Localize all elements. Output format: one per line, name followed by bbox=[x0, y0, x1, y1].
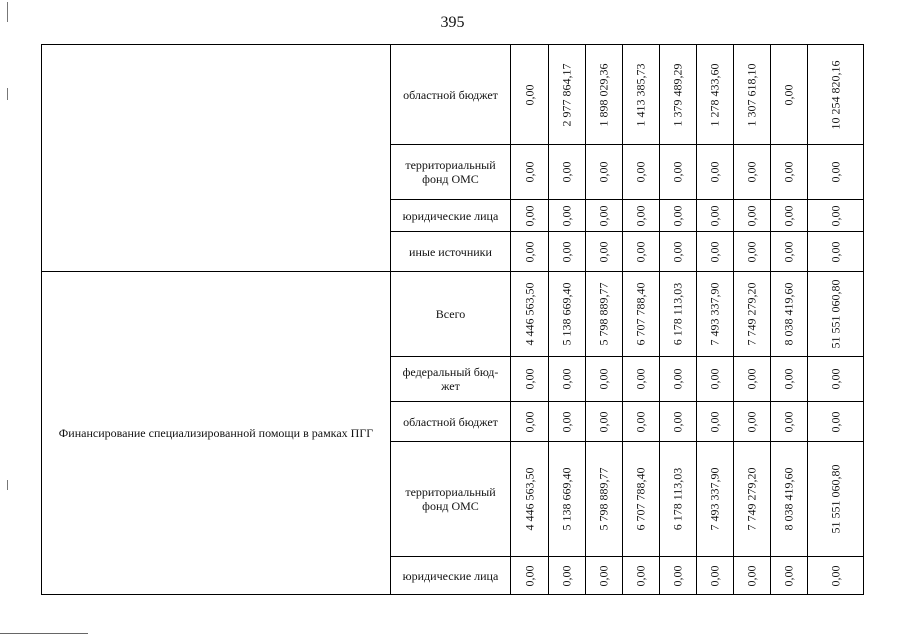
value-cell bbox=[808, 557, 864, 595]
value-cell bbox=[549, 45, 586, 145]
value-cell bbox=[586, 402, 623, 442]
value-text: 0,00 bbox=[633, 368, 648, 390]
value-text: 7 749 279,20 bbox=[744, 282, 759, 346]
value-text: 1 413 385,73 bbox=[633, 63, 648, 126]
value-cell bbox=[771, 402, 808, 442]
funding-source-cell: территориальный фонд ОМС bbox=[391, 442, 511, 557]
value-cell bbox=[586, 200, 623, 232]
value-text: 0,00 bbox=[522, 241, 536, 262]
value-cell bbox=[697, 200, 734, 232]
value-cell bbox=[623, 272, 660, 357]
value-cell bbox=[623, 557, 660, 595]
value-cell bbox=[771, 45, 808, 145]
value-text: 0,00 bbox=[559, 411, 574, 432]
value-cell bbox=[586, 232, 623, 272]
value-text: 0,00 bbox=[707, 241, 722, 262]
value-cell bbox=[697, 45, 734, 145]
value-cell bbox=[771, 357, 808, 402]
value-text: 0,00 bbox=[781, 205, 796, 226]
value-cell bbox=[808, 200, 864, 232]
value-text: 0,00 bbox=[559, 565, 574, 586]
value-cell bbox=[623, 442, 660, 557]
value-cell bbox=[771, 200, 808, 232]
value-cell bbox=[660, 272, 697, 357]
value-text: 0,00 bbox=[522, 205, 536, 226]
value-text: 7 493 337,90 bbox=[707, 467, 722, 531]
funding-source-cell: юридические лица bbox=[391, 557, 511, 595]
value-text: 0,00 bbox=[559, 368, 574, 390]
value-text: 0,00 bbox=[633, 205, 648, 226]
value-text: 0,00 bbox=[828, 161, 842, 183]
value-text: 1 379 489,29 bbox=[670, 63, 685, 126]
value-text: 0,00 bbox=[670, 565, 685, 586]
value-cell bbox=[586, 442, 623, 557]
funding-source-cell: иные источники bbox=[391, 232, 511, 272]
value-cell bbox=[697, 357, 734, 402]
value-text: 0,00 bbox=[596, 565, 611, 586]
value-cell bbox=[697, 442, 734, 557]
value-text: 0,00 bbox=[596, 368, 611, 390]
footer-rule bbox=[0, 633, 88, 634]
value-cell bbox=[586, 557, 623, 595]
value-text: 0,00 bbox=[781, 368, 796, 390]
value-text: 0,00 bbox=[828, 565, 842, 586]
value-cell bbox=[623, 145, 660, 200]
scan-margin-mark bbox=[7, 480, 8, 490]
value-cell bbox=[511, 272, 549, 357]
value-text: 0,00 bbox=[633, 161, 648, 183]
value-cell bbox=[586, 357, 623, 402]
value-cell bbox=[660, 232, 697, 272]
value-cell bbox=[549, 557, 586, 595]
value-cell bbox=[808, 357, 864, 402]
value-cell bbox=[623, 402, 660, 442]
value-text: 0,00 bbox=[828, 241, 842, 262]
financing-table bbox=[41, 44, 864, 595]
value-cell bbox=[660, 402, 697, 442]
section-title-cell: Финансирование специализированной помощи в рамках ПГГ bbox=[42, 272, 391, 595]
value-cell bbox=[511, 357, 549, 402]
value-text: 0,00 bbox=[744, 205, 759, 226]
value-text: 0,00 bbox=[828, 205, 842, 226]
value-cell bbox=[549, 272, 586, 357]
scan-margin-mark bbox=[7, 2, 8, 22]
value-text: 0,00 bbox=[707, 205, 722, 226]
table-row bbox=[42, 272, 864, 357]
value-text: 10 254 820,16 bbox=[828, 60, 842, 129]
funding-source-cell: Всего bbox=[391, 272, 511, 357]
value-text: 0,00 bbox=[522, 368, 536, 390]
value-text: 0,00 bbox=[670, 205, 685, 226]
value-text: 0,00 bbox=[707, 565, 722, 586]
value-text: 0,00 bbox=[559, 241, 574, 262]
value-text: 0,00 bbox=[707, 368, 722, 390]
value-text: 0,00 bbox=[781, 565, 796, 586]
value-cell bbox=[808, 232, 864, 272]
value-text: 1 307 618,10 bbox=[744, 63, 759, 126]
value-text: 0,00 bbox=[522, 84, 536, 105]
value-text: 0,00 bbox=[522, 411, 536, 432]
value-cell bbox=[660, 145, 697, 200]
value-text: 0,00 bbox=[781, 84, 796, 105]
value-cell bbox=[511, 442, 549, 557]
value-cell bbox=[697, 402, 734, 442]
value-cell bbox=[771, 557, 808, 595]
value-cell bbox=[660, 557, 697, 595]
value-text: 0,00 bbox=[670, 368, 685, 390]
table-row bbox=[42, 45, 864, 145]
value-text: 0,00 bbox=[670, 411, 685, 432]
section-title-cell bbox=[42, 45, 391, 272]
value-cell bbox=[734, 557, 771, 595]
funding-source-cell: территориальный фонд ОМС bbox=[391, 145, 511, 200]
value-cell bbox=[623, 232, 660, 272]
value-text: 0,00 bbox=[781, 161, 796, 183]
value-text: 4 446 563,50 bbox=[522, 467, 536, 531]
value-text: 0,00 bbox=[828, 368, 842, 390]
value-text: 0,00 bbox=[744, 161, 759, 183]
value-text: 5 138 669,40 bbox=[559, 467, 574, 531]
value-cell bbox=[623, 357, 660, 402]
value-cell bbox=[549, 402, 586, 442]
value-text: 0,00 bbox=[828, 411, 842, 432]
value-cell bbox=[660, 357, 697, 402]
funding-source-cell: юридические лица bbox=[391, 200, 511, 232]
value-cell bbox=[808, 442, 864, 557]
value-text: 5 138 669,40 bbox=[559, 282, 574, 346]
value-text: 1 278 433,60 bbox=[707, 63, 722, 126]
value-cell bbox=[771, 232, 808, 272]
value-text: 0,00 bbox=[596, 411, 611, 432]
value-cell bbox=[660, 200, 697, 232]
value-cell bbox=[660, 45, 697, 145]
value-text: 0,00 bbox=[522, 565, 536, 586]
value-cell bbox=[549, 200, 586, 232]
value-text: 6 707 788,40 bbox=[633, 467, 648, 531]
value-cell bbox=[697, 145, 734, 200]
value-text: 7 749 279,20 bbox=[744, 467, 759, 531]
value-text: 0,00 bbox=[781, 241, 796, 262]
value-text: 2 977 864,17 bbox=[559, 63, 574, 126]
value-text: 5 798 889,77 bbox=[596, 282, 611, 346]
value-cell bbox=[623, 200, 660, 232]
value-cell bbox=[511, 45, 549, 145]
value-cell bbox=[623, 45, 660, 145]
funding-source-cell: федеральный бюд-жет bbox=[391, 357, 511, 402]
value-cell bbox=[697, 232, 734, 272]
value-text: 1 898 029,36 bbox=[596, 63, 611, 126]
funding-source-cell: областной бюджет bbox=[391, 402, 511, 442]
value-text: 0,00 bbox=[670, 161, 685, 183]
value-text: 5 798 889,77 bbox=[596, 467, 611, 531]
value-cell bbox=[660, 442, 697, 557]
value-text: 0,00 bbox=[596, 161, 611, 183]
value-text: 0,00 bbox=[781, 411, 796, 432]
value-cell bbox=[808, 145, 864, 200]
funding-source-cell: областной бюджет bbox=[391, 45, 511, 145]
value-cell bbox=[697, 272, 734, 357]
value-text: 0,00 bbox=[744, 565, 759, 586]
value-cell bbox=[511, 557, 549, 595]
value-cell bbox=[808, 272, 864, 357]
scan-margin-mark bbox=[7, 88, 8, 100]
value-text: 0,00 bbox=[670, 241, 685, 262]
value-text: 0,00 bbox=[559, 205, 574, 226]
value-text: 0,00 bbox=[596, 241, 611, 262]
table-body bbox=[42, 45, 864, 595]
value-cell bbox=[734, 442, 771, 557]
value-cell bbox=[549, 442, 586, 557]
value-cell bbox=[734, 45, 771, 145]
value-cell bbox=[734, 145, 771, 200]
value-cell bbox=[734, 357, 771, 402]
value-cell bbox=[697, 557, 734, 595]
value-text: 6 707 788,40 bbox=[633, 282, 648, 346]
value-cell bbox=[734, 272, 771, 357]
value-cell bbox=[549, 357, 586, 402]
value-text: 8 038 419,60 bbox=[781, 467, 796, 531]
value-text: 0,00 bbox=[633, 241, 648, 262]
value-cell bbox=[734, 232, 771, 272]
value-text: 51 551 060,80 bbox=[828, 464, 842, 534]
value-text: 6 178 113,03 bbox=[670, 467, 685, 531]
value-text: 0,00 bbox=[707, 411, 722, 432]
value-text: 8 038 419,60 bbox=[781, 282, 796, 346]
value-cell bbox=[511, 200, 549, 232]
value-cell bbox=[808, 402, 864, 442]
value-text: 0,00 bbox=[744, 411, 759, 432]
value-cell bbox=[511, 145, 549, 200]
value-cell bbox=[734, 402, 771, 442]
value-text: 4 446 563,50 bbox=[522, 282, 536, 346]
value-text: 0,00 bbox=[744, 241, 759, 262]
value-cell bbox=[511, 402, 549, 442]
page-number: 395 bbox=[440, 14, 465, 31]
value-text: 0,00 bbox=[559, 161, 574, 183]
value-cell bbox=[586, 45, 623, 145]
value-text: 7 493 337,90 bbox=[707, 282, 722, 346]
value-text: 0,00 bbox=[633, 565, 648, 586]
value-cell bbox=[771, 145, 808, 200]
value-cell bbox=[586, 272, 623, 357]
value-text: 0,00 bbox=[596, 205, 611, 226]
value-cell bbox=[586, 145, 623, 200]
value-cell bbox=[511, 232, 549, 272]
value-text: 0,00 bbox=[744, 368, 759, 390]
value-cell bbox=[734, 200, 771, 232]
value-text: 0,00 bbox=[522, 161, 536, 183]
value-cell bbox=[771, 272, 808, 357]
value-cell bbox=[771, 442, 808, 557]
value-text: 6 178 113,03 bbox=[670, 282, 685, 346]
value-cell bbox=[549, 145, 586, 200]
value-text: 51 551 060,80 bbox=[828, 279, 842, 349]
value-text: 0,00 bbox=[633, 411, 648, 432]
value-text: 0,00 bbox=[707, 161, 722, 183]
value-cell bbox=[808, 45, 864, 145]
value-cell bbox=[549, 232, 586, 272]
